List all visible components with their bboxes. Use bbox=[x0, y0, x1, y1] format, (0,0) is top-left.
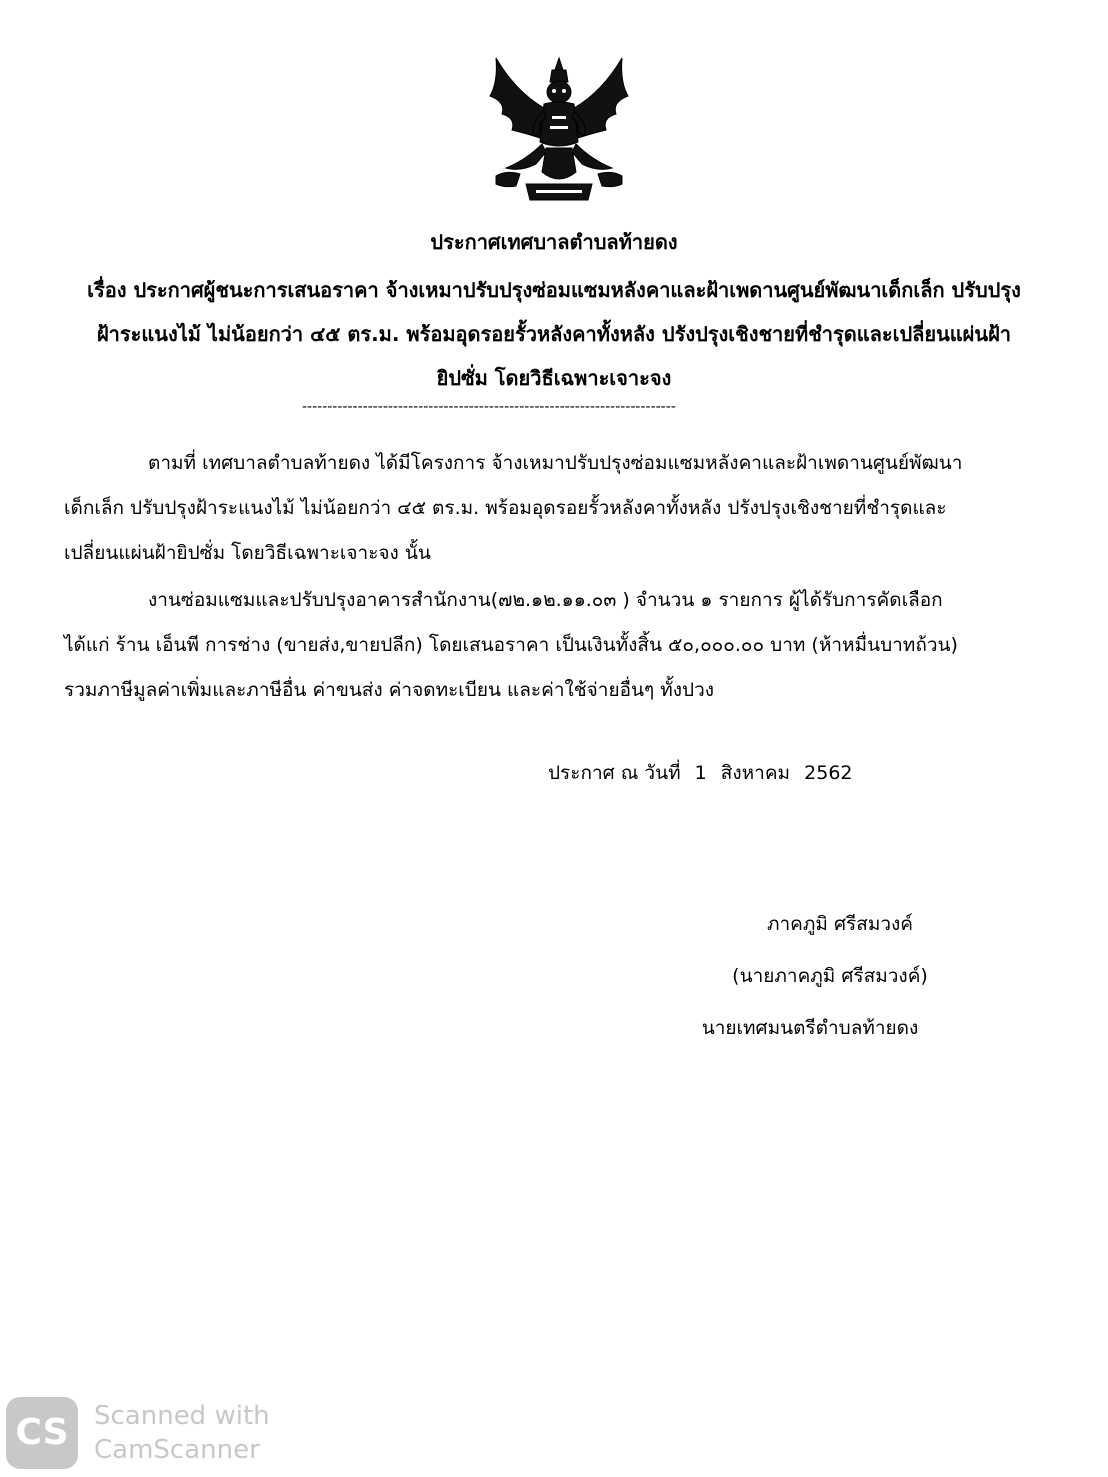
paragraph-1-line-3: เปลี่ยนแผ่นฝ้ายิปซั่ม โดยวิธีเฉพาะเจาะจง นั้น bbox=[64, 542, 431, 564]
camscanner-logo-icon bbox=[6, 1397, 78, 1469]
paragraph-2-line-1: งานซ่อมแซมและปรับปรุงอาคารสำนักงาน(๗๒.๑๒.๑๑.๐๓ ) จำนวน ๑ รายการ ผู้ได้รับการคัดเลือก bbox=[148, 589, 943, 611]
printed-name: (นายภาคภูมิ ศรีสมวงค์) bbox=[732, 965, 928, 987]
watermark-line-2: CamScanner bbox=[94, 1435, 260, 1465]
organization-title: ประกาศเทศบาลตำบลท้ายดง bbox=[430, 230, 678, 254]
announcement-date bbox=[548, 758, 861, 788]
date-month: สิงหาคม bbox=[720, 762, 791, 784]
subject-line-2: ฝ้าระแนงไม้ ไม่น้อยกว่า ๔๕ ตร.ม. พร้อมอุดรอยรั้วหลังคาทั้งหลัง ปรังปรุงเชิงชายที่ชำรุดและเปลี่ยนแผ่นฝ้า bbox=[96, 322, 1012, 346]
signature-block bbox=[660, 898, 1000, 1054]
date-day: 1 bbox=[694, 762, 707, 784]
signed-name: ภาคภูมิ ศรีสมวงค์ bbox=[766, 913, 914, 935]
paragraph-1 bbox=[64, 441, 962, 576]
camscanner-watermark bbox=[6, 1396, 270, 1470]
subject-line-1: เรื่อง ประกาศผู้ชนะการเสนอราคา จ้างเหมาปรับปรุงซ่อมแซมหลังคาและฝ้าเพดานศูนย์พัฒนาเด็กเล็ก ปรับปรุง bbox=[87, 278, 1021, 302]
date-prefix: ประกาศ ณ วันที่ bbox=[548, 762, 681, 784]
paragraph-1-line-2: เด็กเล็ก ปรับปรุงฝ้าระแนงไม้ ไม่น้อยกว่า ๔๕ ตร.ม. พร้อมอุดรอยรั้วหลังคาทั้งหลัง ปรังปรุงเชิงชายที่ชำรุดและ bbox=[64, 497, 947, 519]
paragraph-2-line-3: รวมภาษีมูลค่าเพิ่มและภาษีอื่น ค่าขนส่ง ค่าจดทะเบียน และค่าใช้จ่ายอื่นๆ ทั้งปวง bbox=[64, 679, 715, 701]
camscanner-text bbox=[94, 1399, 270, 1467]
date-year: 2562 bbox=[804, 762, 853, 784]
paragraph-1-line-1: ตามที่ เทศบาลตำบลท้ายดง ได้มีโครงการ จ้างเหมาปรับปรุงซ่อมแซมหลังคาและฝ้าเพดานศูนย์พัฒนา bbox=[148, 452, 963, 474]
watermark-line-1: Scanned with bbox=[94, 1401, 270, 1431]
announcement-subject bbox=[40, 268, 1068, 400]
camscanner-logo-text: CS bbox=[15, 1412, 69, 1453]
divider-line: -------------------------------------------------------------------------- bbox=[302, 399, 676, 415]
garuda-emblem-icon bbox=[476, 52, 642, 204]
paragraph-2 bbox=[64, 578, 958, 713]
signer-position: นายเทศมนตรีตำบลท้ายดง bbox=[701, 1017, 919, 1039]
paragraph-2-line-2: ได้แก่ ร้าน เอ็นพี การช่าง (ขายส่ง,ขายปลีก) โดยเสนอราคา เป็นเงินทั้งสิ้น ๕๐,๐๐๐.๐๐ บาท (ห้าหมื่นบาทถ้วน) bbox=[64, 634, 958, 656]
subject-line-3: ยิปซั่ม โดยวิธีเฉพาะเจาะจง bbox=[436, 366, 672, 390]
